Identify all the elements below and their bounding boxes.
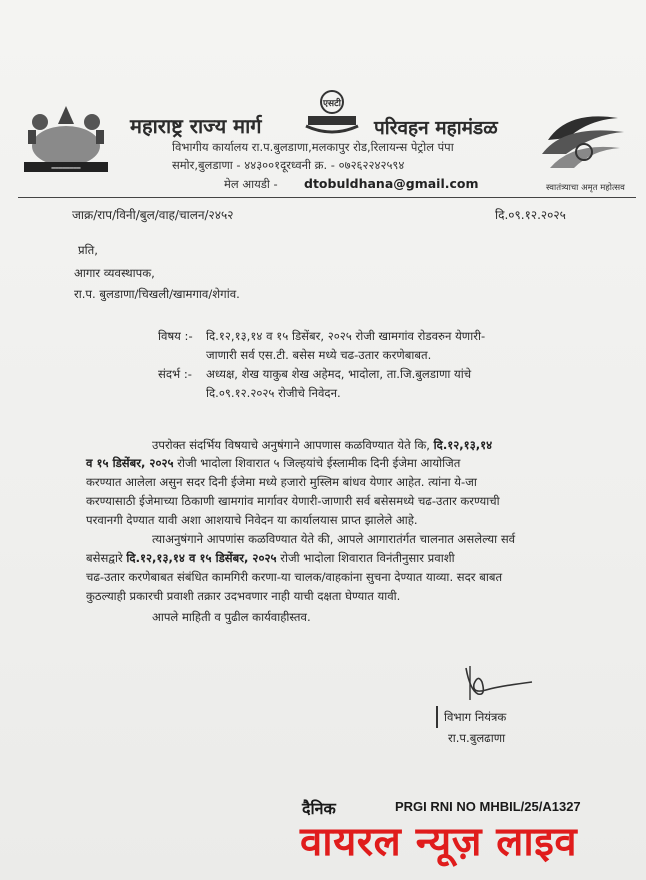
reference-line-2: दि.०९.१२.२०२५ रोजीचे निवेदन. [206,386,341,400]
org-name-part2: परिवहन महामंडळ [374,117,498,139]
signatory-place: रा.प.बुलढाणा [448,731,506,745]
st-logo-icon [300,88,364,138]
amrit-mahotsav-logo-icon [528,110,638,178]
address-line-1: विभागीय कार्यालय रा.प.बुलडाणा,मलकापुर रोड,रिलायन्स पेट्रोल पंपा [172,140,454,154]
header-divider [18,197,636,198]
reference-label: संदर्भ :- [158,367,192,381]
para1-line1-text: उपरोक्त संदर्भिय विषयाचे अनुषंगाने आपणास कळविण्यात येते कि, [152,438,430,452]
recipient-prefix: प्रति, [78,243,98,257]
para2-line2-end: रोजी भादोला शिवारात विनंतीनुसार प्रवाशी [280,551,455,565]
svg-text:━━━━━━━━: ━━━━━━━━ [51,165,81,172]
para1-line2 [86,456,460,471]
subject-line-1: दि.१२,१३,१४ व १५ डिसेंबर, २०२५ रोजी खामगांव रोडवरुन येणारी- [206,329,486,343]
recipient-line-2: रा.प. बुलडाणा/चिखली/खामगाव/शेगांव. [74,287,240,301]
tagline: स्वातंत्र्याचा अमृत महोत्सव [546,183,625,193]
letter-date: दि.०९.१२.२०२५ [495,208,566,222]
closing-line: आपले माहिती व पुढील कार्यवाहीस्तव. [152,610,311,624]
org-name-part1: महाराष्ट्र राज्य मार्ग [130,114,262,138]
footer-brand: वायरल न्यूज़ लाइव [300,819,578,865]
handwritten-signature-icon [456,660,536,708]
para1-line2-text: रोजी भादोला शिवारात ५ जिल्हयांचे ईस्लामीक दिनी ईजेमा आयोजित [177,456,461,470]
msrtc-emblem-icon [18,100,114,180]
para1-line4: करण्यासाठी ईजेमाच्या ठिकाणी खामगांव मार्गावर येणारी-जाणारी सर्व बसेसमध्ये चढ-उतार करण्याची [86,494,500,508]
para2-line2 [86,551,455,566]
signatory-title: विभाग नियंत्रक [444,710,507,724]
footer-prgi-number: PRGI RNI NO MHBIL/25/A1327 [395,799,581,814]
para1-line3: करण्यात आलेला असुन सदर दिनी ईजेमा मध्ये हजारो मुस्लिम बांधव येणार आहेत. त्यांना ये-जा [86,475,477,489]
footer-dainik: दैनिक [302,799,336,818]
subject-line-2: जाणारी सर्व एस.टी. बसेस मध्ये चढ-उतार करणेबाबत. [206,348,432,362]
email-label: मेल आयडी - [224,177,278,191]
recipient-line-1: आगार व्यवस्थापक, [74,266,155,280]
para2-dates: दि.१२,१३,१४ व १५ डिसेंबर, २०२५ [126,551,277,565]
reference-number: जाक्र/राप/विनी/बुल/वाह/चालन/२४५२ [72,208,234,222]
email-address: dtobuldhana@gmail.com [304,176,479,191]
st-logo-text: एसटी [323,99,341,109]
para1-dates: दि.१२,१३,१४ [433,438,493,452]
para2-line1: त्याअनुषंगाने आपणांस कळविण्यात येते की, आपले आगारातंर्गत चालनात असलेल्या सर्व [152,532,516,546]
para1-line1 [152,438,492,453]
address-line-2: समोर,बुलडाणा - ४४३००१दूरध्वनी क्र. - ०७२६२२४२५९४ [172,158,405,172]
signature-bar [436,706,438,728]
para1-month: व १५ डिसेंबर, २०२५ [86,456,174,470]
para2-line3: चढ-उतार करणेबाबत संबंधित कामगिरी करणा-या चालक/वाहकांना सुचना देण्यात याव्या. सदर बाबत [86,570,503,584]
para2-line2-start: बसेसद्वारे [86,551,123,565]
subject-label: विषय :- [158,329,193,343]
reference-line-1: अध्यक्ष, शेख याकुब शेख अहेमद, भादोला, ता.जि.बुलडाणा यांचे [206,367,472,381]
para1-line5: परवानगी देण्यात यावी अशा आशयाचे निवेदन या कार्यालयास प्राप्त झालेले आहे. [86,513,418,527]
para2-line4: कुठल्याही प्रकारची प्रवाशी तक्रार उदभवणार नाही याची दक्षता घेण्यात यावी. [86,589,401,603]
